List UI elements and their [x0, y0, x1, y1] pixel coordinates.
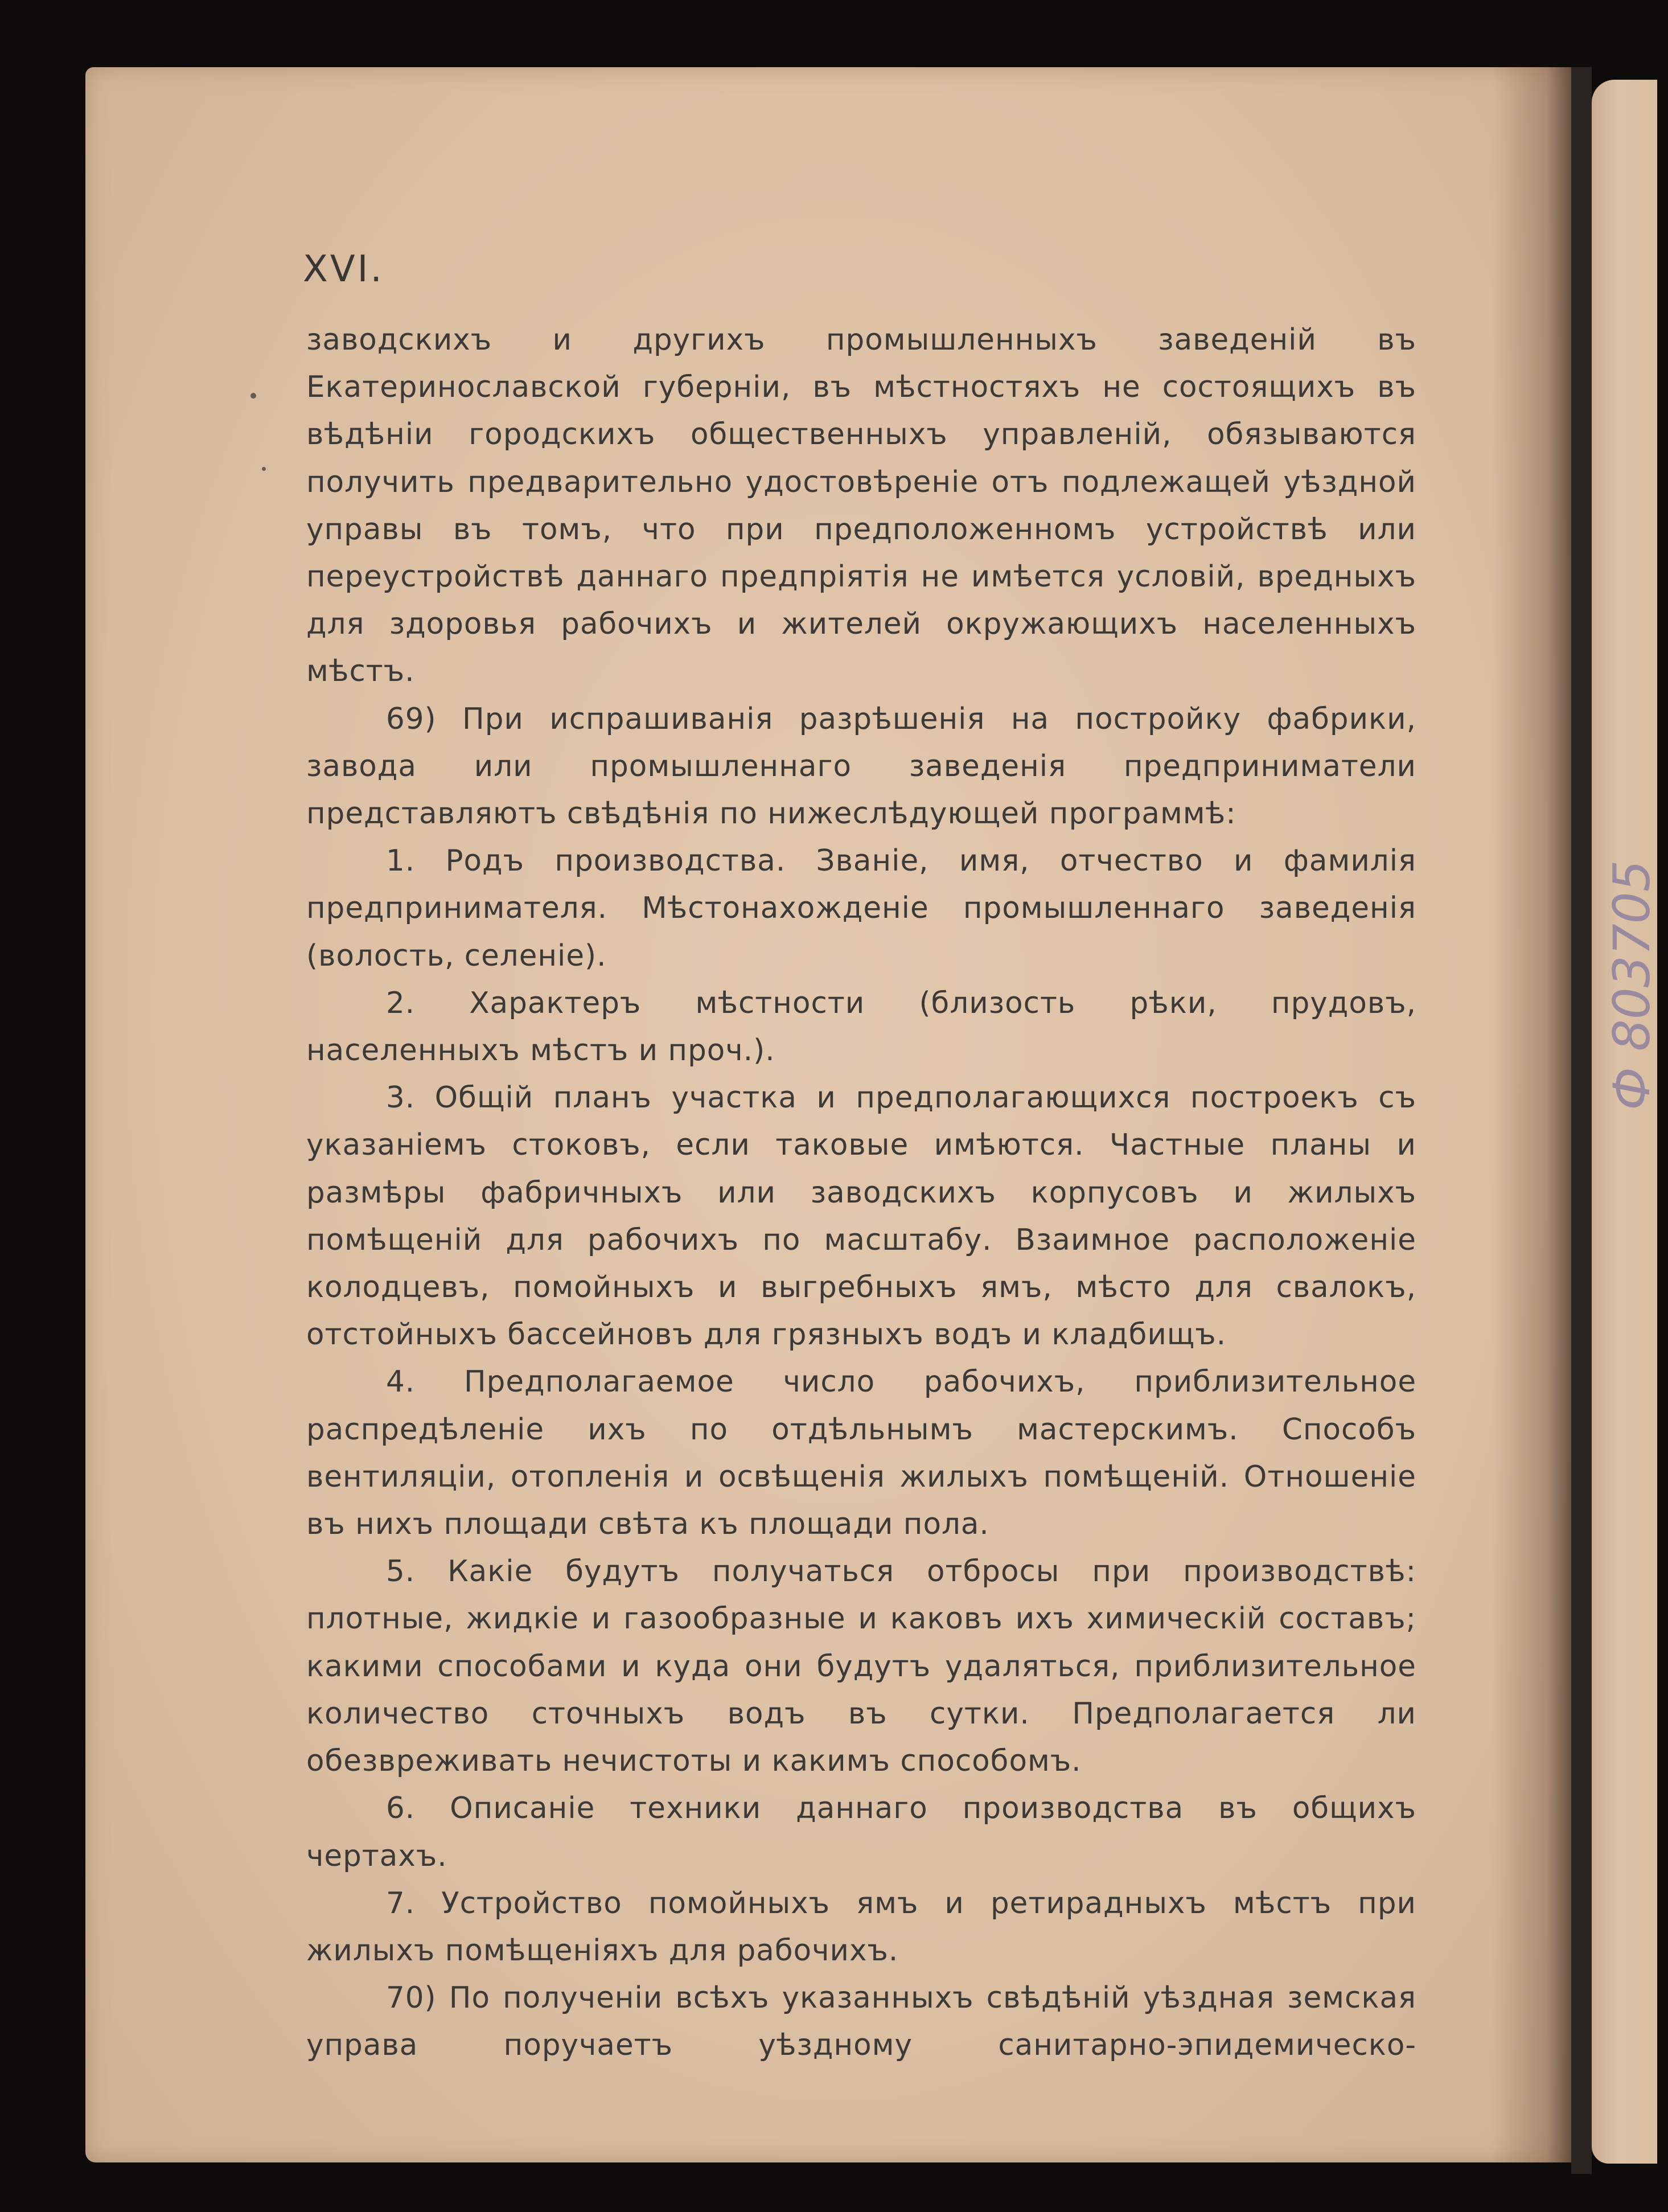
- running-head-page-number: XVI.: [303, 248, 384, 290]
- paragraph-69: 69) При испрашиванiя разрѣшенiя на постройку фабрики, завода или промышленнаго заведенiя предприниматели представляютъ свѣдѣнiя по нижеслѣдующей программѣ:: [306, 701, 1416, 831]
- spine-shadow: [1492, 67, 1583, 2162]
- stamp-inventory-number: Ф 803705: [1603, 860, 1661, 1110]
- list-item-3: 3. Общiй планъ участка и предполагающихся построекъ съ указанiемъ стоковъ, если таковые имѣются. Частные планы и размѣры фабричныхъ или заводскихъ корпусовъ и жилыхъ помѣщенiй для рабочихъ по масштабу. Взаимное расположенiе колодцевъ, помойныхъ и выгребныхъ ямъ, мѣсто для свалокъ, отстойныхъ бассейновъ для грязныхъ водъ и кладбищъ.: [306, 1081, 1416, 1352]
- book-gutter: [1571, 67, 1592, 2174]
- page-text-block: [306, 317, 1416, 2070]
- list-item-7: 7. Устройство помойныхъ ямъ и ретирадныхъ мѣстъ при жилыхъ помѣщенiяхъ для рабочихъ.: [306, 1886, 1416, 1968]
- paper-speck: [250, 393, 256, 399]
- list-item-5: 5. Какiе будутъ получаться отбросы при производствѣ: плотные, жидкiе и газообразные и каковъ ихъ химическiй составъ; какими способами и куда они будутъ удаляться, приблизительное количество сточныхъ водъ въ сутки. Предполагается ли обезвреживать нечистоты и какимъ способомъ.: [306, 1554, 1416, 1779]
- paragraph-continuation: заводскихъ и другихъ промышленныхъ заведенiй въ Екатеринославской губернiи, въ мѣстностяхъ не состоящихъ въ вѣдѣнiи городскихъ общественныхъ управленiй, обязываются получить предварительно удостовѣренiе отъ подлежащей уѣздной управы въ томъ, что при предположенномъ устройствѣ или переустройствѣ даннаго предпрiятiя не имѣется условiй, вредныхъ для здоровья рабочихъ и жителей окружающихъ населенныхъ мѣстъ.: [306, 323, 1416, 689]
- right-page-edge: [1592, 80, 1657, 2164]
- list-item-4: 4. Предполагаемое число рабочихъ, приблизительное распредѣленiе ихъ по отдѣльнымъ мастерскимъ. Способъ вентиляцiи, отопленiя и освѣщенiя жилыхъ помѣщенiй. Отношенiе въ нихъ площади свѣта къ площади пола.: [306, 1365, 1416, 1542]
- paper-speck: [262, 467, 266, 471]
- paragraph-70: 70) По полученiи всѣхъ указанныхъ свѣдѣнiй уѣздная земская управа поручаетъ уѣздному санитарно-эпидемическо-: [306, 1981, 1416, 2063]
- library-inventory-stamp: [1603, 809, 1668, 1110]
- list-item-2: 2. Характеръ мѣстности (близость рѣки, прудовъ, населенныхъ мѣстъ и проч.).: [306, 986, 1416, 1068]
- list-item-6: 6. Описанiе техники даннаго производства въ общихъ чертахъ.: [306, 1791, 1416, 1873]
- list-item-1: 1. Родъ производства. Званiе, имя, отчество и фамилiя предпринимателя. Мѣстонахожденiе промышленнаго заведенiя (волость, селенiе).: [306, 844, 1416, 973]
